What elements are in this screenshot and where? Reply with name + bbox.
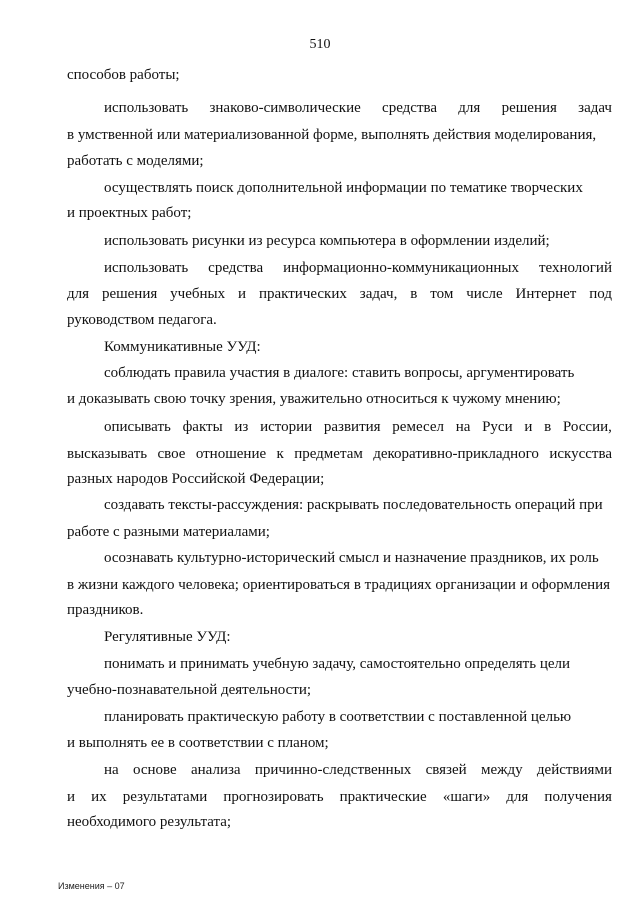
- text-line: работе с разными материалами;: [67, 524, 270, 540]
- word: и: [238, 286, 247, 302]
- word: и: [524, 419, 533, 435]
- text-line-justified: [67, 445, 612, 463]
- word: задач: [578, 100, 612, 116]
- text-line: использовать рисунки из ресурса компьютера в оформлении изделий;: [104, 233, 550, 249]
- text-line: в жизни каждого человека; ориентироваться в традициях организации и оформления: [67, 577, 611, 593]
- word: решения: [501, 100, 557, 116]
- word: решения: [101, 286, 158, 302]
- word: истории: [260, 419, 313, 435]
- text-line-justified: [67, 788, 612, 806]
- word: технологий: [538, 260, 612, 276]
- word: знаково-символические: [209, 100, 361, 116]
- word: отношение: [195, 446, 267, 462]
- word: России,: [562, 419, 612, 435]
- word: факты: [182, 419, 223, 435]
- word: искусства: [549, 446, 612, 462]
- text-line: и доказывать свою точку зрения, уважительно относиться к чужому мнению;: [67, 391, 561, 407]
- text-line: и проектных работ;: [67, 205, 192, 221]
- text-line: планировать практическую работу в соответствии с поставленной целью: [104, 709, 572, 725]
- section-heading-communicative: Коммуникативные УУД:: [104, 339, 261, 355]
- word: учебных: [170, 286, 226, 302]
- word: задач,: [359, 286, 398, 302]
- word: основе: [132, 762, 177, 778]
- word: Руси: [482, 419, 513, 435]
- word: средства: [208, 260, 264, 276]
- word: ремесел: [392, 419, 444, 435]
- word: развития: [323, 419, 381, 435]
- text-line-justified: [104, 418, 612, 436]
- text-line: осознавать культурно-исторический смысл и назначение праздников, их роль: [104, 550, 599, 566]
- word: использовать: [104, 100, 189, 116]
- word: их: [91, 789, 107, 805]
- word: на: [455, 419, 471, 435]
- section-heading-regulatory: Регулятивные УУД:: [104, 629, 231, 645]
- word: практических: [258, 286, 347, 302]
- word: на: [104, 762, 119, 778]
- word: высказывать: [67, 446, 148, 462]
- word: причинно-следственных: [254, 762, 412, 778]
- word: использовать: [104, 260, 189, 276]
- text-line: руководством педагога.: [67, 312, 217, 328]
- word: из: [234, 419, 249, 435]
- word: анализа: [191, 762, 241, 778]
- word: для: [458, 100, 481, 116]
- word: к: [276, 446, 284, 462]
- word: в: [544, 419, 552, 435]
- text-line-justified: [104, 99, 612, 117]
- text-line-justified: [104, 761, 612, 779]
- word: между: [480, 762, 523, 778]
- word: «шаги»: [442, 789, 491, 805]
- word: средства: [382, 100, 438, 116]
- text-line: создавать тексты-рассуждения: раскрывать последовательность операций при: [104, 497, 603, 513]
- word: и: [67, 789, 76, 805]
- word: под: [589, 286, 612, 302]
- word: свое: [157, 446, 186, 462]
- word: декоративно-прикладного: [373, 446, 539, 462]
- word: для: [506, 789, 529, 805]
- page-footer-revision: Изменения – 07: [58, 881, 125, 891]
- word: том: [430, 286, 454, 302]
- word: действиями: [536, 762, 612, 778]
- word: предметам: [294, 446, 363, 462]
- word: связей: [425, 762, 467, 778]
- text-line: разных народов Российской Федерации;: [67, 471, 325, 487]
- word: Интернет: [515, 286, 577, 302]
- word: практические: [339, 789, 427, 805]
- text-line: в умственной или материализованной форме, выполнять действия моделирования,: [67, 127, 597, 143]
- text-line: учебно-познавательной деятельности;: [67, 682, 312, 698]
- text-line: необходимого результата;: [67, 814, 232, 830]
- text-line: и выполнять ее в соответствии с планом;: [67, 735, 329, 751]
- word: информационно-коммуникационных: [283, 260, 520, 276]
- text-line: способов работы;: [67, 67, 180, 83]
- word: описывать: [104, 419, 171, 435]
- word: прогнозировать: [223, 789, 324, 805]
- text-line: понимать и принимать учебную задачу, самостоятельно определять цели: [104, 656, 571, 672]
- word: в: [410, 286, 418, 302]
- text-line: праздников.: [67, 602, 144, 618]
- word: числе: [466, 286, 503, 302]
- text-line-justified: [104, 259, 612, 277]
- word: результатами: [122, 789, 208, 805]
- text-line-justified: [67, 285, 612, 303]
- text-line: соблюдать правила участия в диалоге: ставить вопросы, аргументировать: [104, 365, 575, 381]
- text-line: работать с моделями;: [67, 153, 204, 169]
- page-number: 510: [309, 37, 331, 52]
- word: получения: [544, 789, 612, 805]
- text-line: осуществлять поиск дополнительной информации по тематике творческих: [104, 180, 583, 196]
- word: для: [67, 286, 90, 302]
